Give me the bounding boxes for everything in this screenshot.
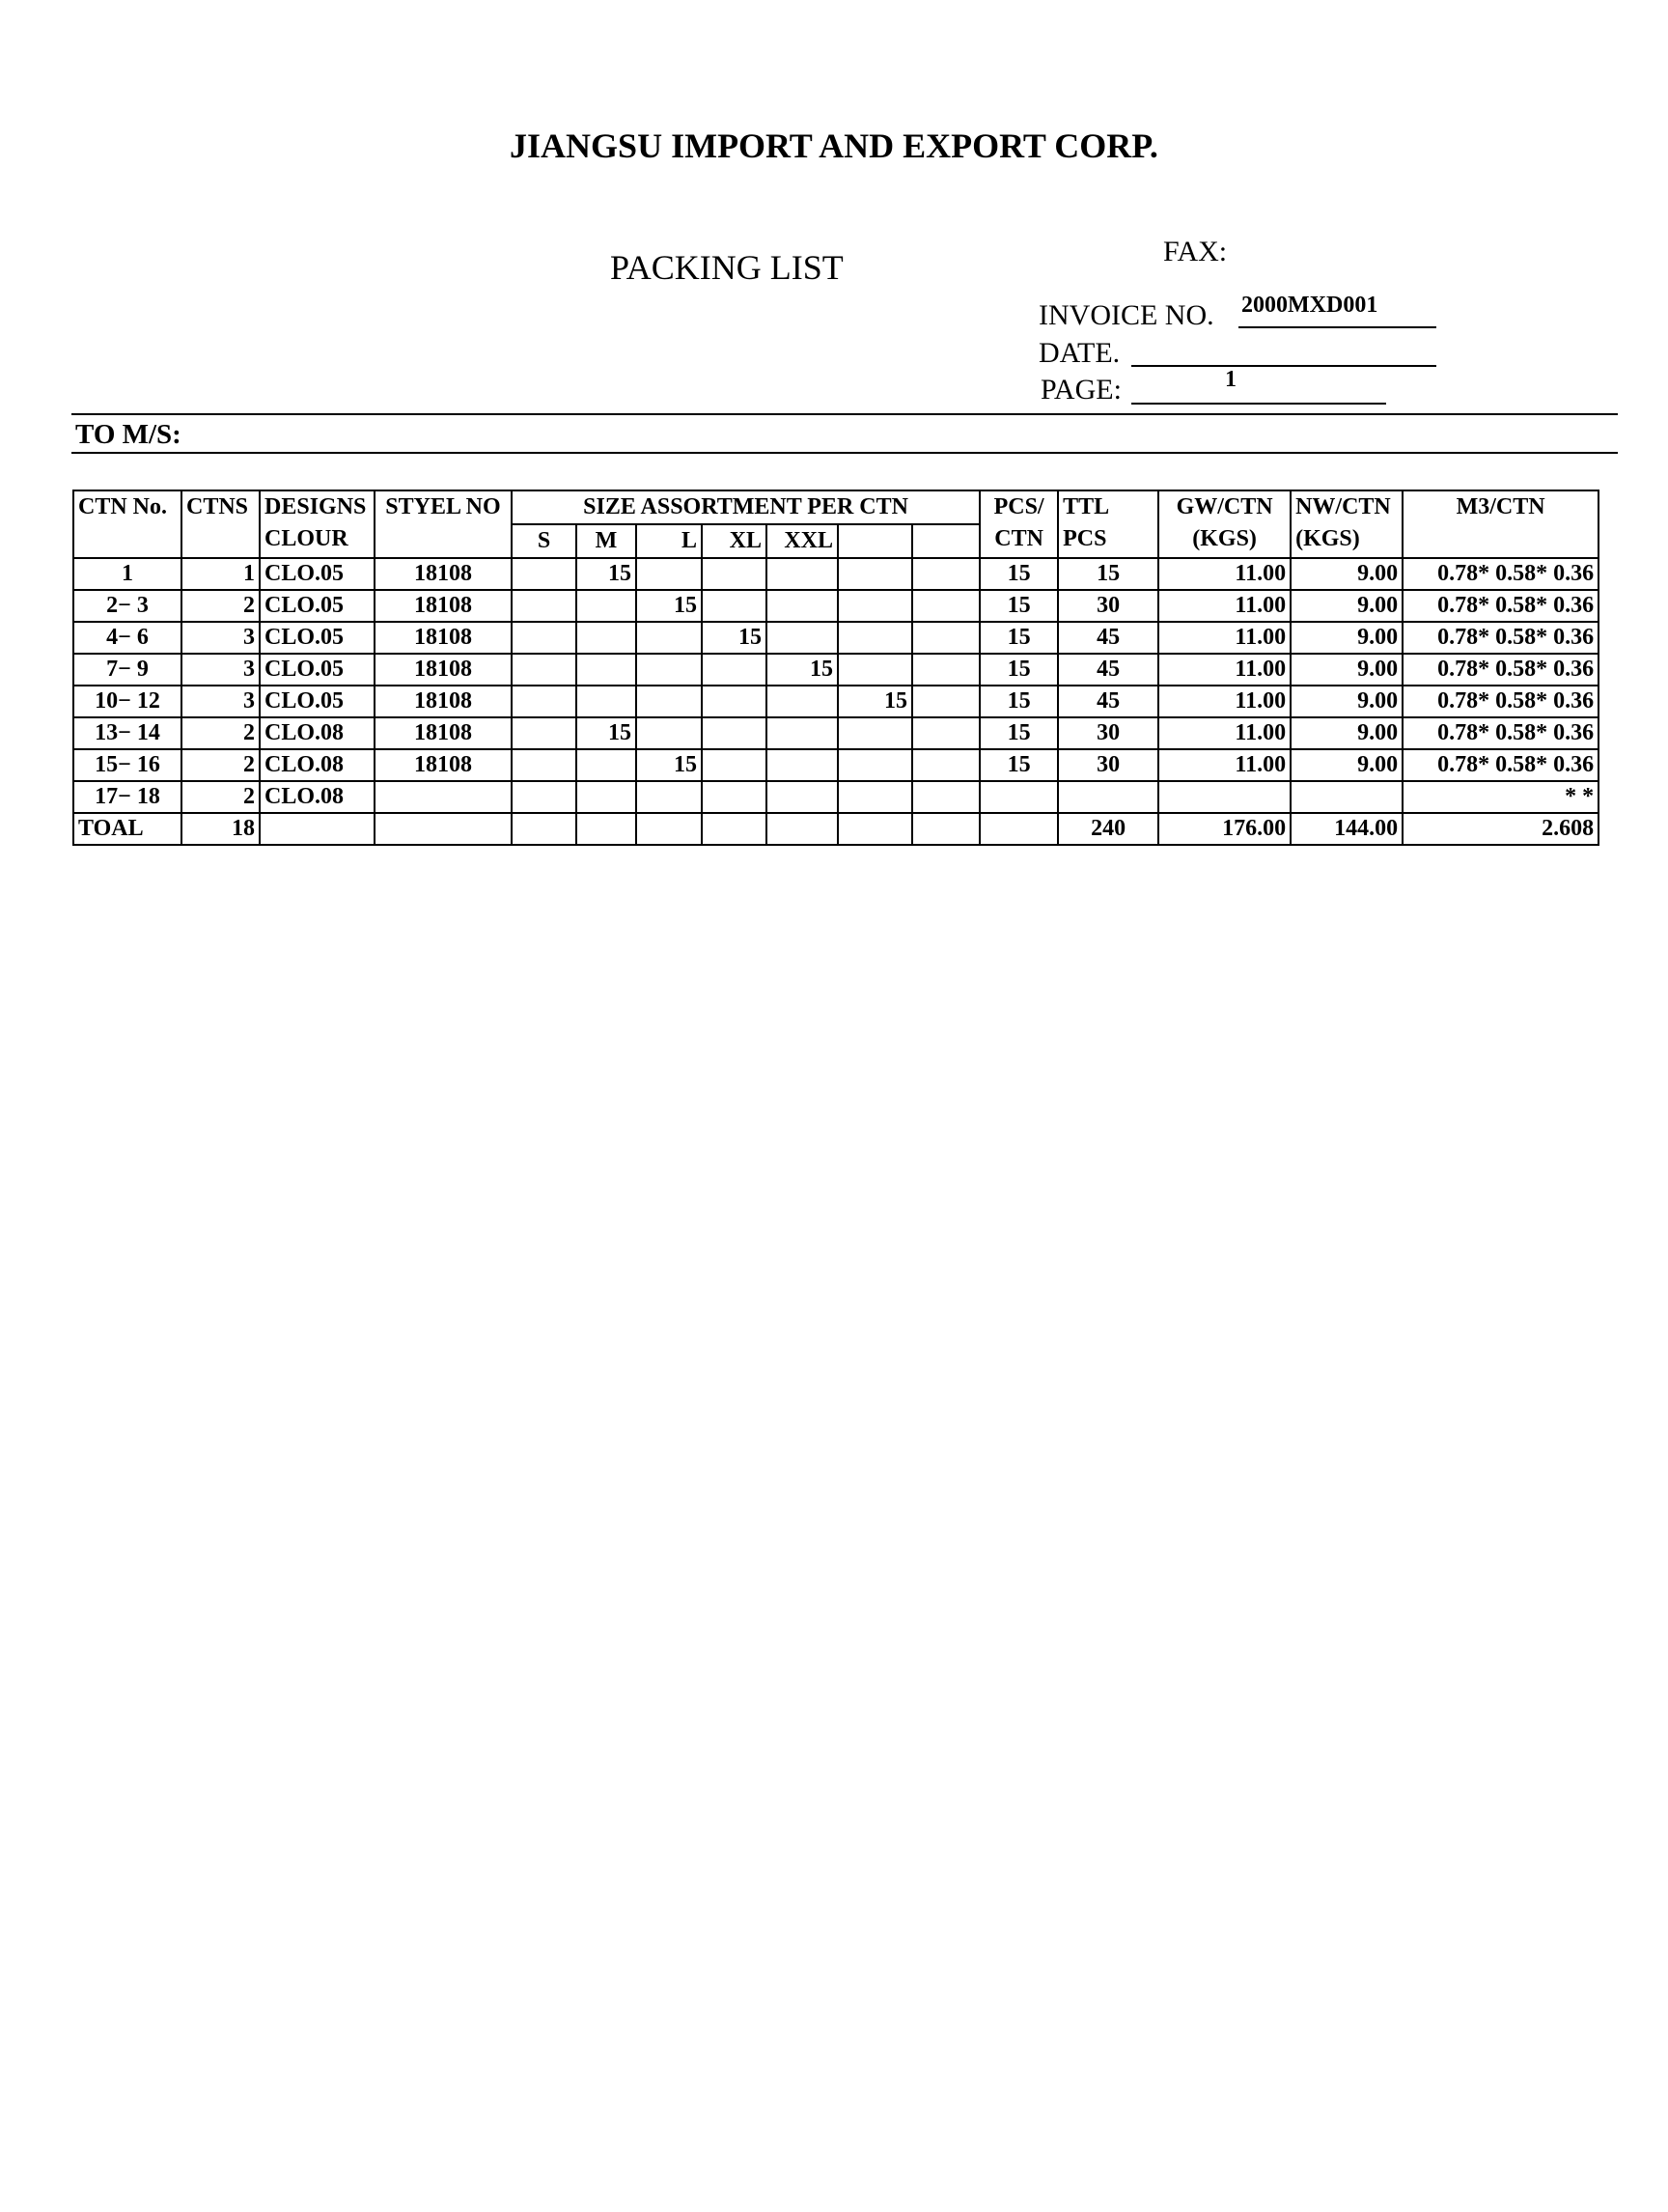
to-label: TO M/S:: [75, 419, 181, 450]
size-qty-cell: [576, 590, 636, 622]
total-empty-cell: [375, 813, 512, 845]
th-size-7: [912, 524, 980, 558]
size-qty-cell: 15: [838, 686, 912, 717]
gw-cell: 11.00: [1158, 590, 1291, 622]
size-qty-cell: [912, 686, 980, 717]
design-cell: CLO.05: [260, 590, 375, 622]
size-qty-cell: [912, 654, 980, 686]
pcs-per-ctn-cell: 15: [980, 590, 1058, 622]
total-label: TOAL: [73, 813, 181, 845]
size-qty-cell: [512, 686, 576, 717]
size-qty-cell: [838, 558, 912, 590]
company-name: JIANGSU IMPORT AND EXPORT CORP.: [510, 126, 1158, 165]
size-qty-cell: 15: [576, 558, 636, 590]
pcs-per-ctn-cell: 15: [980, 558, 1058, 590]
size-qty-cell: [912, 558, 980, 590]
style-cell: 18108: [375, 686, 512, 717]
size-qty-cell: [636, 781, 702, 813]
nw-cell: [1291, 781, 1403, 813]
style-cell: 18108: [375, 622, 512, 654]
style-cell: 18108: [375, 654, 512, 686]
table-row: [73, 622, 1598, 654]
table-row: [73, 781, 1598, 813]
table-row: [73, 558, 1598, 590]
size-qty-cell: [512, 654, 576, 686]
ctns-cell: 2: [181, 781, 260, 813]
size-qty-cell: 15: [766, 654, 838, 686]
size-qty-cell: [766, 749, 838, 781]
size-qty-cell: [702, 558, 766, 590]
th-pcs-ctn: [980, 490, 1058, 558]
page-number: 1: [1225, 367, 1237, 392]
size-qty-cell: [512, 781, 576, 813]
size-qty-cell: [838, 749, 912, 781]
table-row: [73, 686, 1598, 717]
th-pcs-line2: CTN: [994, 526, 1043, 551]
total-row: [73, 813, 1598, 845]
m3-cell: 0.78* 0.58* 0.36: [1403, 717, 1598, 749]
total-empty-cell: [702, 813, 766, 845]
size-qty-cell: [576, 781, 636, 813]
size-qty-cell: [512, 558, 576, 590]
th-nw-ctn: [1291, 490, 1403, 558]
table-body: [73, 558, 1598, 813]
invoice-number: 2000MXD001: [1241, 293, 1378, 318]
ctn-no-cell: 2− 3: [73, 590, 181, 622]
ttl-pcs-cell: 30: [1058, 749, 1158, 781]
m3-cell: 0.78* 0.58* 0.36: [1403, 558, 1598, 590]
m3-cell: 0.78* 0.58* 0.36: [1403, 654, 1598, 686]
th-designs: [260, 490, 375, 558]
ctns-cell: 2: [181, 590, 260, 622]
size-qty-cell: [636, 717, 702, 749]
pcs-per-ctn-cell: [980, 781, 1058, 813]
th-gw-line2: (KGS): [1192, 526, 1257, 551]
size-qty-cell: [838, 590, 912, 622]
total-ttl-pcs: 240: [1058, 813, 1158, 845]
ttl-pcs-cell: 45: [1058, 654, 1158, 686]
size-qty-cell: [766, 686, 838, 717]
size-qty-cell: [912, 781, 980, 813]
ctns-cell: 1: [181, 558, 260, 590]
ctn-no-cell: 4− 6: [73, 622, 181, 654]
divider-bottom: [71, 452, 1618, 454]
size-qty-cell: [912, 717, 980, 749]
total-empty-cell: [512, 813, 576, 845]
size-qty-cell: [766, 558, 838, 590]
total-ctns: 18: [181, 813, 260, 845]
th-m3-ctn: M3/CTN: [1403, 490, 1598, 558]
ctn-no-cell: 15− 16: [73, 749, 181, 781]
design-cell: CLO.08: [260, 749, 375, 781]
total-empty-cell: [838, 813, 912, 845]
th-size-assortment: SIZE ASSORTMENT PER CTN: [512, 490, 980, 524]
th-size-4: XL: [702, 524, 766, 558]
m3-cell: 0.78* 0.58* 0.36: [1403, 590, 1598, 622]
size-qty-cell: [702, 749, 766, 781]
m3-cell: 0.78* 0.58* 0.36: [1403, 622, 1598, 654]
gw-cell: 11.00: [1158, 717, 1291, 749]
style-cell: [375, 781, 512, 813]
ctns-cell: 2: [181, 717, 260, 749]
m3-cell: * *: [1403, 781, 1598, 813]
gw-cell: 11.00: [1158, 749, 1291, 781]
m3-cell: 0.78* 0.58* 0.36: [1403, 749, 1598, 781]
size-qty-cell: [576, 654, 636, 686]
ctn-no-cell: 13− 14: [73, 717, 181, 749]
packing-table: [72, 490, 1599, 846]
th-ttl-line2: PCS: [1063, 526, 1107, 551]
size-qty-cell: 15: [636, 749, 702, 781]
design-cell: CLO.08: [260, 781, 375, 813]
size-qty-cell: [838, 717, 912, 749]
size-qty-cell: [576, 622, 636, 654]
nw-cell: 9.00: [1291, 686, 1403, 717]
size-qty-cell: [912, 622, 980, 654]
total-empty-cell: [636, 813, 702, 845]
total-gw: 176.00: [1158, 813, 1291, 845]
divider-top: [71, 413, 1618, 415]
total-empty-cell: [766, 813, 838, 845]
size-qty-cell: [702, 781, 766, 813]
table-row: [73, 654, 1598, 686]
gw-cell: 11.00: [1158, 622, 1291, 654]
size-qty-cell: [766, 622, 838, 654]
size-qty-cell: [702, 590, 766, 622]
ctns-cell: 2: [181, 749, 260, 781]
invoice-label: INVOICE NO.: [1039, 299, 1214, 331]
total-empty-cell: [260, 813, 375, 845]
size-qty-cell: [912, 749, 980, 781]
size-qty-cell: [576, 749, 636, 781]
size-qty-cell: 15: [702, 622, 766, 654]
date-line: [1131, 348, 1436, 367]
size-qty-cell: [702, 686, 766, 717]
total-nw: 144.00: [1291, 813, 1403, 845]
th-ctn-no: CTN No.: [73, 490, 181, 558]
size-qty-cell: [838, 781, 912, 813]
nw-cell: 9.00: [1291, 558, 1403, 590]
th-size-2: M: [576, 524, 636, 558]
size-qty-cell: [512, 717, 576, 749]
ttl-pcs-cell: 30: [1058, 590, 1158, 622]
th-pcs-line1: PCS/: [993, 494, 1044, 519]
size-qty-cell: [512, 749, 576, 781]
size-qty-cell: [512, 590, 576, 622]
style-cell: 18108: [375, 590, 512, 622]
th-nw-line2: (KGS): [1295, 526, 1360, 551]
table-row: [73, 590, 1598, 622]
ttl-pcs-cell: 30: [1058, 717, 1158, 749]
design-cell: CLO.05: [260, 654, 375, 686]
ctn-no-cell: 17− 18: [73, 781, 181, 813]
design-cell: CLO.05: [260, 686, 375, 717]
ttl-pcs-cell: 15: [1058, 558, 1158, 590]
nw-cell: 9.00: [1291, 717, 1403, 749]
page-line: [1131, 385, 1386, 405]
date-label: DATE.: [1039, 337, 1121, 369]
th-nw-line1: NW/CTN: [1295, 494, 1391, 519]
th-ttl-line1: TTL: [1063, 494, 1110, 519]
th-size-1: S: [512, 524, 576, 558]
ttl-pcs-cell: 45: [1058, 686, 1158, 717]
style-cell: 18108: [375, 717, 512, 749]
size-qty-cell: [766, 590, 838, 622]
pcs-per-ctn-cell: 15: [980, 622, 1058, 654]
th-size-5: XXL: [766, 524, 838, 558]
nw-cell: 9.00: [1291, 749, 1403, 781]
style-cell: 18108: [375, 558, 512, 590]
size-qty-cell: [636, 686, 702, 717]
size-qty-cell: [838, 654, 912, 686]
pcs-per-ctn-cell: 15: [980, 749, 1058, 781]
size-qty-cell: [702, 654, 766, 686]
table-row: [73, 749, 1598, 781]
size-qty-cell: [766, 781, 838, 813]
ctns-cell: 3: [181, 654, 260, 686]
th-designs-line2: CLOUR: [264, 526, 348, 551]
fax-label: FAX:: [1163, 236, 1228, 267]
ctns-cell: 3: [181, 686, 260, 717]
design-cell: CLO.08: [260, 717, 375, 749]
th-ctns: CTNS: [181, 490, 260, 558]
ctn-no-cell: 1: [73, 558, 181, 590]
size-qty-cell: [838, 622, 912, 654]
total-m3: 2.608: [1403, 813, 1598, 845]
pcs-per-ctn-cell: 15: [980, 717, 1058, 749]
design-cell: CLO.05: [260, 622, 375, 654]
header-row: [73, 490, 1598, 524]
th-style-no: STYEL NO: [375, 490, 512, 558]
gw-cell: 11.00: [1158, 686, 1291, 717]
page-label: PAGE:: [1041, 374, 1122, 406]
design-cell: CLO.05: [260, 558, 375, 590]
pcs-per-ctn-cell: 15: [980, 686, 1058, 717]
th-size-3: L: [636, 524, 702, 558]
th-ttl-pcs: [1058, 490, 1158, 558]
gw-cell: 11.00: [1158, 558, 1291, 590]
size-qty-cell: 15: [576, 717, 636, 749]
th-gw-line1: GW/CTN: [1176, 494, 1273, 519]
total-empty-cell: [576, 813, 636, 845]
ctn-no-cell: 10− 12: [73, 686, 181, 717]
size-qty-cell: [636, 654, 702, 686]
nw-cell: 9.00: [1291, 590, 1403, 622]
th-gw-ctn: [1158, 490, 1291, 558]
size-qty-cell: [576, 686, 636, 717]
th-size-6: [838, 524, 912, 558]
nw-cell: 9.00: [1291, 622, 1403, 654]
ctns-cell: 3: [181, 622, 260, 654]
nw-cell: 9.00: [1291, 654, 1403, 686]
th-designs-line1: DESIGNS: [264, 494, 367, 519]
size-qty-cell: [702, 717, 766, 749]
size-qty-cell: [766, 717, 838, 749]
table-row: [73, 717, 1598, 749]
ttl-pcs-cell: 45: [1058, 622, 1158, 654]
m3-cell: 0.78* 0.58* 0.36: [1403, 686, 1598, 717]
pcs-per-ctn-cell: 15: [980, 654, 1058, 686]
ttl-pcs-cell: [1058, 781, 1158, 813]
size-qty-cell: 15: [636, 590, 702, 622]
ctn-no-cell: 7− 9: [73, 654, 181, 686]
size-qty-cell: [636, 558, 702, 590]
size-qty-cell: [912, 590, 980, 622]
gw-cell: 11.00: [1158, 654, 1291, 686]
document-title: PACKING LIST: [610, 248, 844, 287]
size-qty-cell: [636, 622, 702, 654]
total-empty-cell: [980, 813, 1058, 845]
style-cell: 18108: [375, 749, 512, 781]
total-empty-cell: [912, 813, 980, 845]
gw-cell: [1158, 781, 1291, 813]
size-qty-cell: [512, 622, 576, 654]
